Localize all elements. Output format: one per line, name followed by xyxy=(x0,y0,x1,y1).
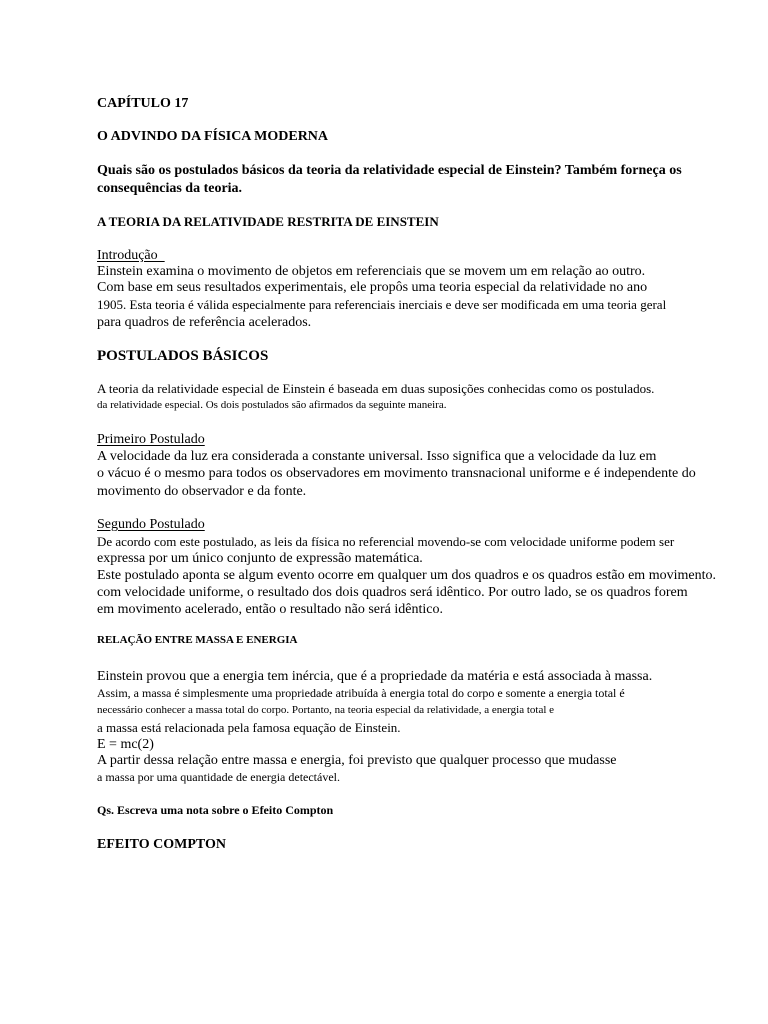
mass-energy-line-7: a massa por uma quantidade de energia detectável. xyxy=(97,770,341,784)
equation: E = mc(2) xyxy=(97,737,154,752)
mass-energy-line-1: Einstein provou que a energia tem inércia, que é a propriedade da matéria e está associada à massa. xyxy=(97,669,653,684)
intro-heading: Introdução xyxy=(97,248,165,263)
first-postulate-line-3: movimento do observador e da fonte. xyxy=(97,484,307,499)
question-2: Qs. Escreva uma nota sobre o Efeito Compton xyxy=(97,803,334,817)
question-1-line-1: Quais são os postulados básicos da teoria da relatividade especial de Einstein? Também forneça os xyxy=(97,163,682,178)
chapter-title: O ADVINDO DA FÍSICA MODERNA xyxy=(97,129,329,144)
mass-energy-heading: RELAÇÃO ENTRE MASSA E ENERGIA xyxy=(97,634,298,646)
second-postulate-line-5: em movimento acelerado, então o resultado não será idêntico. xyxy=(97,602,443,617)
postulates-heading: POSTULADOS BÁSICOS xyxy=(97,348,269,364)
mass-energy-line-3: necessário conhecer a massa total do corpo. Portanto, na teoria especial da relatividade, a energia total e xyxy=(97,704,555,716)
intro-line-4: para quadros de referência acelerados. xyxy=(97,315,312,330)
intro-line-3: 1905. Esta teoria é válida especialmente para referenciais inerciais e deve ser modificada em uma teoria geral xyxy=(97,297,667,312)
mass-energy-line-6: A partir dessa relação entre massa e energia, foi previsto que qualquer processo que mudasse xyxy=(97,753,617,768)
first-postulate-line-2: o vácuo é o mesmo para todos os observadores em movimento transnacional uniforme e é independente do xyxy=(97,466,696,481)
mass-energy-line-2: Assim, a massa é simplesmente uma propriedade atribuída à energia total do corpo e somente a energia total é xyxy=(97,686,625,700)
postulates-line-2: da relatividade especial. Os dois postulados são afirmados da seguinte maneira. xyxy=(97,399,447,411)
chapter-number: CAPÍTULO 17 xyxy=(97,96,189,111)
second-postulate-line-2: expressa por um único conjunto de expressão matemática. xyxy=(97,551,423,566)
compton-heading: EFEITO COMPTON xyxy=(97,837,227,852)
question-1-line-2: consequências da teoria. xyxy=(97,181,243,196)
section-heading: A TEORIA DA RELATIVIDADE RESTRITA DE EINSTEIN xyxy=(97,214,439,229)
second-postulate-heading: Segundo Postulado xyxy=(97,517,205,532)
intro-line-2: Com base em seus resultados experimentais, ele propôs uma teoria especial da relatividade no ano xyxy=(97,280,648,295)
postulates-line-1: A teoria da relatividade especial de Einstein é baseada em duas suposições conhecidas como os postulados. xyxy=(97,381,655,396)
first-postulate-line-1: A velocidade da luz era considerada a constante universal. Isso significa que a velocidade da luz em xyxy=(97,449,657,464)
intro-line-1: Einstein examina o movimento de objetos em referenciais que se movem um em relação ao outro. xyxy=(97,264,646,279)
second-postulate-line-3: Este postulado aponta se algum evento ocorre em qualquer um dos quadros e os quadros estão em movimento. xyxy=(97,568,716,583)
second-postulate-line-4: com velocidade uniforme, o resultado dos dois quadros será idêntico. Por outro lado, se os quadros forem xyxy=(97,585,688,600)
second-postulate-line-1: De acordo com este postulado, as leis da física no referencial movendo-se com velocidade uniforme podem ser xyxy=(97,534,675,549)
mass-energy-line-4: a massa está relacionada pela famosa equação de Einstein. xyxy=(97,720,401,735)
first-postulate-heading: Primeiro Postulado xyxy=(97,432,205,447)
